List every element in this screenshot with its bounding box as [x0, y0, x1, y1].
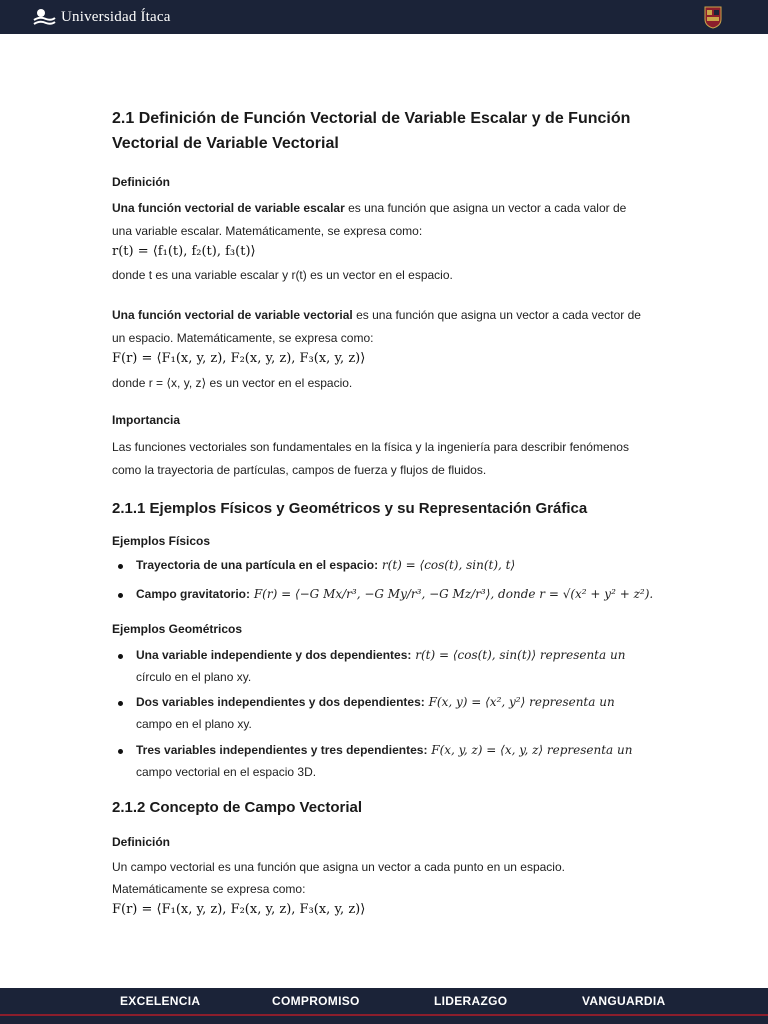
bullet-icon — [118, 564, 123, 569]
list-item: Dos variables independientes y dos dependientes: F(x, y) = ⟨x², y²⟩ representa un — [136, 695, 615, 709]
footer-bar — [0, 988, 768, 1024]
footer-value-compromiso: COMPROMISO — [272, 994, 360, 1008]
list-item-continuation: campo en el plano xy. — [136, 717, 252, 731]
subsection2-title: 2.1.2 Concepto de Campo Vectorial — [112, 799, 363, 816]
bullet-icon — [118, 749, 123, 754]
importancia-line2: como la trayectoria de partículas, campos de fuerza y flujos de fluidos. — [112, 463, 487, 477]
crest-icon — [704, 5, 722, 29]
list-item: Trayectoria de una partícula en el espacio: r(t) = ⟨cos(t), sin(t), t⟩ — [136, 558, 516, 572]
university-logo — [32, 6, 171, 28]
list-item-continuation: campo vectorial en el espacio 3D. — [136, 765, 317, 779]
list-item: Una variable independiente y dos dependientes: r(t) = ⟨cos(t), sin(t)⟩ representa un — [136, 648, 626, 662]
bullet-icon — [118, 654, 123, 659]
section-title-line2: Vectorial de Variable Vectorial — [112, 135, 339, 152]
list-item: Tres variables independientes y tres dependientes: F(x, y, z) = ⟨x, y, z⟩ representa un — [136, 743, 633, 757]
fisicos-heading: Ejemplos Físicos — [112, 534, 211, 548]
bullet-icon — [118, 593, 123, 598]
paragraph-1-line1: Una función vectorial de variable escalar es una función que asigna un vector a cada valor de — [112, 201, 627, 215]
section-title-line1: 2.1 Definición de Función Vectorial de Variable Escalar y de Función — [112, 110, 631, 127]
footer-value-liderazgo: LIDERAZGO — [434, 994, 508, 1008]
university-logo-icon — [32, 7, 56, 27]
paragraph-2-line1: Una función vectorial de variable vectorial es una función que asigna un vector a cada vector de — [112, 308, 641, 322]
importancia-line1: Las funciones vectoriales son fundamentales en la física y la ingeniería para describir fenómenos — [112, 440, 629, 454]
footer-accent-line — [0, 1014, 768, 1016]
campo-line1: Un campo vectorial es una función que asigna un vector a cada punto en un espacio. — [112, 860, 565, 874]
brand-name: Universidad Ítaca — [61, 8, 171, 25]
paragraph-1-line2: una variable escalar. Matemáticamente, se expresa como: — [112, 224, 423, 238]
list-item-continuation: círculo en el plano xy. — [136, 670, 252, 684]
header-bar — [0, 0, 768, 34]
term-vectorial-escalar: Una función vectorial de variable escalar — [112, 201, 345, 215]
equation-1: r(t) = ⟨f₁(t), f₂(t), f₃(t)⟩ — [112, 244, 256, 259]
paragraph-2-line2: un espacio. Matemáticamente, se expresa como: — [112, 331, 374, 345]
footer-value-vanguardia: VANGUARDIA — [582, 994, 666, 1008]
campo-line2: Matemáticamente se expresa como: — [112, 882, 306, 896]
bullet-icon — [118, 701, 123, 706]
definicion-heading: Definición — [112, 175, 171, 189]
footer-value-excelencia: EXCELENCIA — [120, 994, 201, 1008]
geometricos-heading: Ejemplos Geométricos — [112, 622, 243, 636]
importancia-heading: Importancia — [112, 413, 181, 427]
term-vectorial-vectorial: Una función vectorial de variable vectorial — [112, 308, 353, 322]
list-item: Campo gravitatorio: F(r) = ⟨−G Mx/r³, −G My/r³, −G Mz/r³⟩, donde r = √(x² + y² + z²). — [136, 587, 654, 601]
equation-3: F(r) = ⟨F₁(x, y, z), F₂(x, y, z), F₃(x, y, z)⟩ — [112, 902, 366, 917]
paragraph-1-line3: donde t es una variable escalar y r(t) es un vector en el espacio. — [112, 268, 453, 282]
equation-2: F(r) = ⟨F₁(x, y, z), F₂(x, y, z), F₃(x, y, z)⟩ — [112, 351, 366, 366]
subsection1-title: 2.1.1 Ejemplos Físicos y Geométricos y su Representación Gráfica — [112, 500, 588, 517]
definicion2-heading: Definición — [112, 835, 171, 849]
paragraph-2-line3: donde r = ⟨x, y, z⟩ es un vector en el espacio. — [112, 376, 353, 390]
